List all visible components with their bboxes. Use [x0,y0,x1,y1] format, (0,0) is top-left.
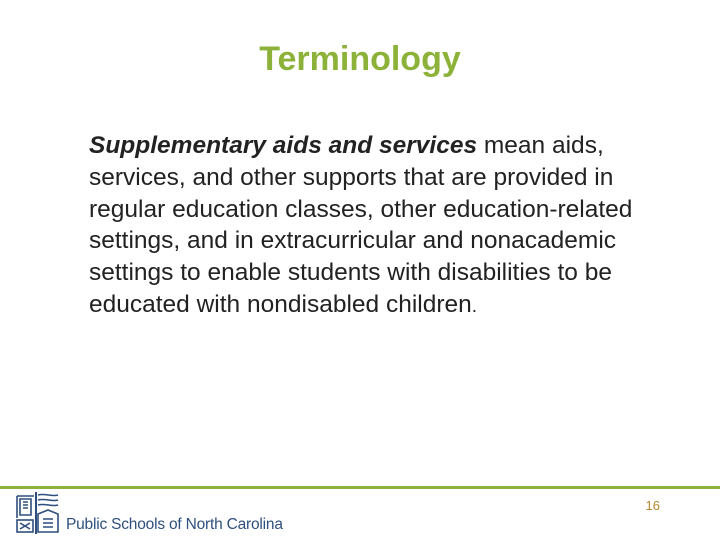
footer-divider [0,486,720,489]
footer-organization-name: Public Schools of North Carolina [66,516,283,533]
defined-term: Supplementary aids and services [89,132,478,159]
definition-text: mean aids, services, and other supports that are provided in regular education classes, other education-related settings, and in extracurricular and nonacademic settings to enable students with disabilities to be educated with nondisabled children [89,132,633,318]
definition-end-punctuation: . [471,295,478,317]
slide-title: Terminology [259,40,461,78]
nc-public-schools-seal-icon [14,492,60,534]
definition-paragraph [89,130,689,323]
page-number: 16 [645,498,660,513]
